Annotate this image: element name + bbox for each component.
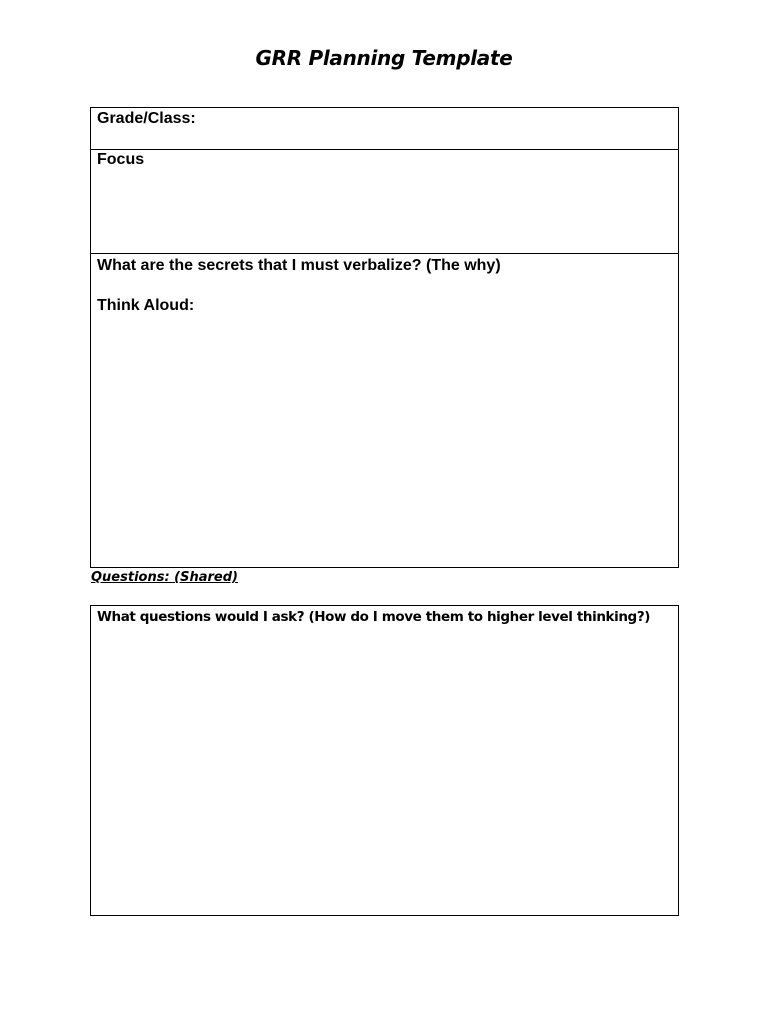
grade-class-label: Grade/Class: [97,110,196,127]
questions-section-label: Questions: (Shared) [91,570,238,585]
focus-label: Focus [97,151,145,168]
questions-table[interactable] [90,605,679,916]
think-aloud-label: Think Aloud: [97,297,195,314]
document-title: GRR Planning Template [255,46,513,70]
focus-row[interactable] [91,150,678,254]
questions-prompt: What questions would I ask? (How do I move them to higher level thinking?) [97,609,651,625]
secrets-row[interactable] [91,254,678,567]
grade-class-row[interactable] [91,108,678,150]
secrets-label: What are the secrets that I must verbalize? (The why) [97,257,501,274]
planning-table [90,107,679,568]
